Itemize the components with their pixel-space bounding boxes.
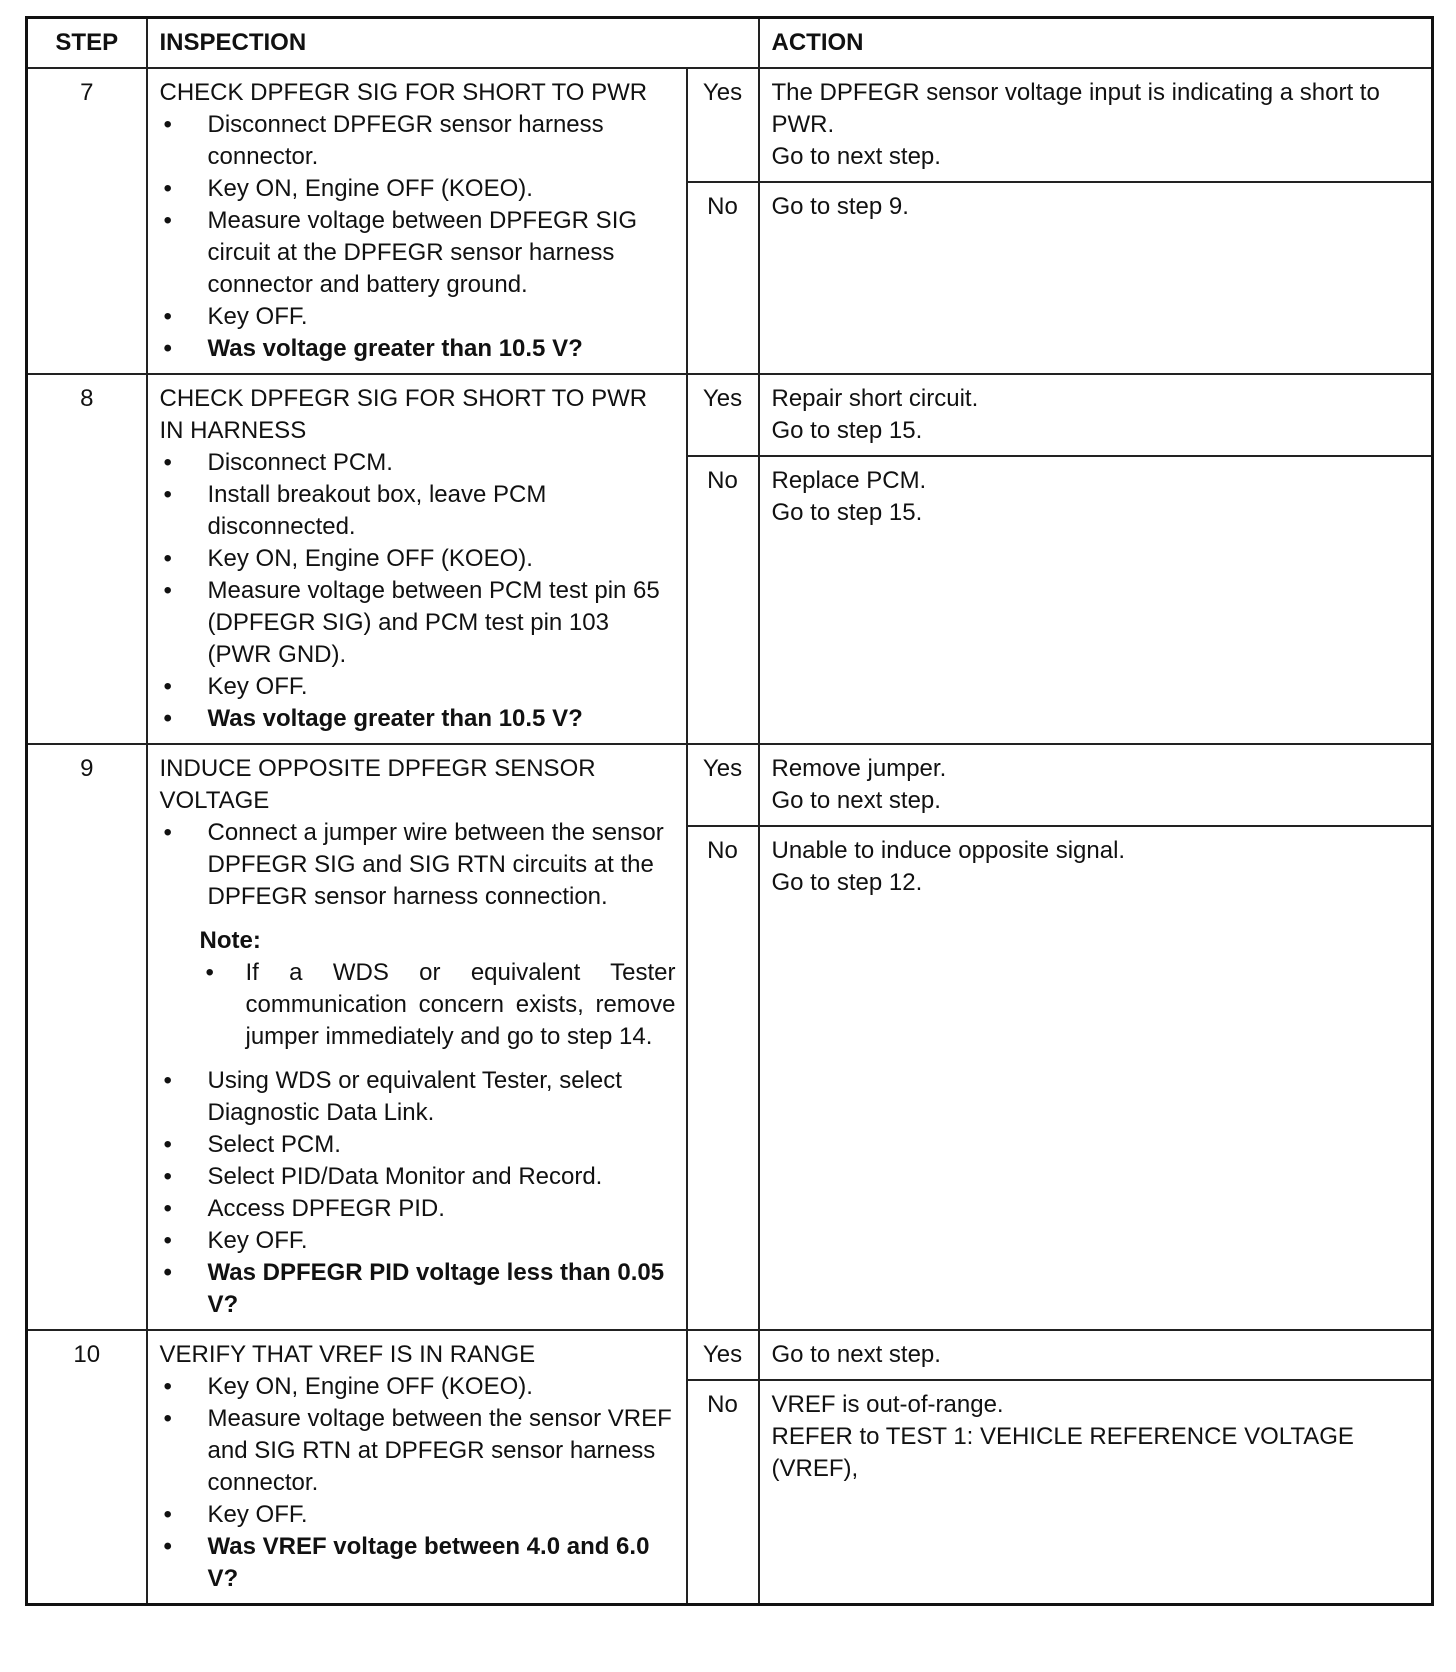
inspection-steps [160,1371,676,1595]
inspection-steps [160,817,676,913]
no-action [759,456,1433,744]
action-line: Go to step 15. [771,417,923,444]
inspection-step: • Measure voltage between DPFEGR SIG circuit at the DPFEGR sensor harness connector and battery ground. [160,205,676,301]
action-line: Go to next step. [771,143,941,170]
inspection-step: • Key OFF. [160,301,676,333]
inspection-step: • Measure voltage between the sensor VREF and SIG RTN at DPFEGR sensor harness connector. [160,1403,676,1499]
inspection-step: • Measure voltage between PCM test pin 65 (DPFEGR SIG) and PCM test pin 103 (PWR GND). [160,575,676,671]
note-label: Note: [199,927,261,954]
step-row-yes [27,374,1433,456]
inspection-step: • Key OFF. [160,1499,676,1531]
action-line: VREF is out-of-range. [771,1391,1004,1418]
action-line: Repair short circuit. [771,385,979,412]
step-row-yes [27,68,1433,182]
inspection-step: • Select PID/Data Monitor and Record. [160,1161,676,1193]
action-line: Replace PCM. [771,467,927,494]
no-label: No [687,826,759,1330]
step-number: 8 [27,374,147,744]
inspection-step: • Access DPFEGR PID. [160,1193,676,1225]
yes-label: Yes [687,744,759,826]
inspection-heading: INDUCE OPPOSITE DPFEGR SENSOR VOLTAGE [159,755,596,814]
inspection-step: • Connect a jumper wire between the sensor DPFEGR SIG and SIG RTN circuits at the DPFEGR sensor harness connection. [160,817,676,913]
note-text: • If a WDS or equivalent Tester communication concern exists, remove jumper immediately and go to step 14. [200,957,676,1053]
yes-label: Yes [687,1330,759,1380]
yes-action [759,744,1433,826]
inspection-question: • Was voltage greater than 10.5 V? [160,703,676,735]
step-column-header: STEP [27,18,147,69]
inspection-steps [160,109,676,365]
note-list [200,957,676,1053]
inspection-question: • Was DPFEGR PID voltage less than 0.05 V? [160,1257,676,1321]
inspection-cell [147,374,687,744]
action-line: Unable to induce opposite signal. [771,837,1126,864]
action-line: The DPFEGR sensor voltage input is indicating a short to PWR. [771,79,1380,138]
inspection-step: • Disconnect DPFEGR sensor harness connector. [160,109,676,173]
inspection-step: • Key ON, Engine OFF (KOEO). [160,1371,676,1403]
diagnostic-table [25,16,1434,1606]
action-line: Go to step 15. [771,499,923,526]
inspection-step: • Key OFF. [160,671,676,703]
no-action [759,182,1433,374]
step-number: 9 [27,744,147,1330]
no-label: No [687,182,759,374]
header-row [27,18,1433,69]
yes-action [759,68,1433,182]
action-column-header: ACTION [759,18,1433,69]
action-line: Remove jumper. [771,755,947,782]
inspection-cell [147,68,687,374]
action-line: REFER to TEST 1: VEHICLE REFERENCE VOLTAGE (VREF), [771,1423,1354,1482]
yes-label: Yes [687,374,759,456]
no-label: No [687,1380,759,1605]
step-row-yes [27,744,1433,826]
no-label: No [687,456,759,744]
action-line: Go to step 9. [771,193,909,220]
inspection-step: • Using WDS or equivalent Tester, select Diagnostic Data Link. [160,1065,676,1129]
inspection-step: • Key ON, Engine OFF (KOEO). [160,173,676,205]
inspection-heading: CHECK DPFEGR SIG FOR SHORT TO PWR [159,79,648,106]
inspection-cell [147,1330,687,1605]
inspection-question: • Was voltage greater than 10.5 V? [160,333,676,365]
inspection-step: • Select PCM. [160,1129,676,1161]
yes-action [759,374,1433,456]
inspection-column-header: INSPECTION [147,18,759,69]
action-line: Go to next step. [771,1341,941,1368]
yes-label: Yes [687,68,759,182]
action-line: Go to next step. [771,787,941,814]
step-row-yes [27,1330,1433,1380]
step-number: 10 [27,1330,147,1605]
action-line: Go to step 12. [771,869,923,896]
no-action [759,1380,1433,1605]
step-number: 7 [27,68,147,374]
inspection-step: • Key OFF. [160,1225,676,1257]
inspection-cell [147,744,687,1330]
inspection-heading: VERIFY THAT VREF IS IN RANGE [159,1341,536,1368]
inspection-steps [160,447,676,735]
inspection-steps [160,1065,676,1321]
no-action [759,826,1433,1330]
inspection-step: • Disconnect PCM. [160,447,676,479]
inspection-question: • Was VREF voltage between 4.0 and 6.0 V? [160,1531,676,1595]
yes-action [759,1330,1433,1380]
inspection-heading: CHECK DPFEGR SIG FOR SHORT TO PWR IN HARNESS [159,385,648,444]
note-block [200,925,676,1053]
inspection-step: • Install breakout box, leave PCM disconnected. [160,479,676,543]
inspection-step: • Key ON, Engine OFF (KOEO). [160,543,676,575]
